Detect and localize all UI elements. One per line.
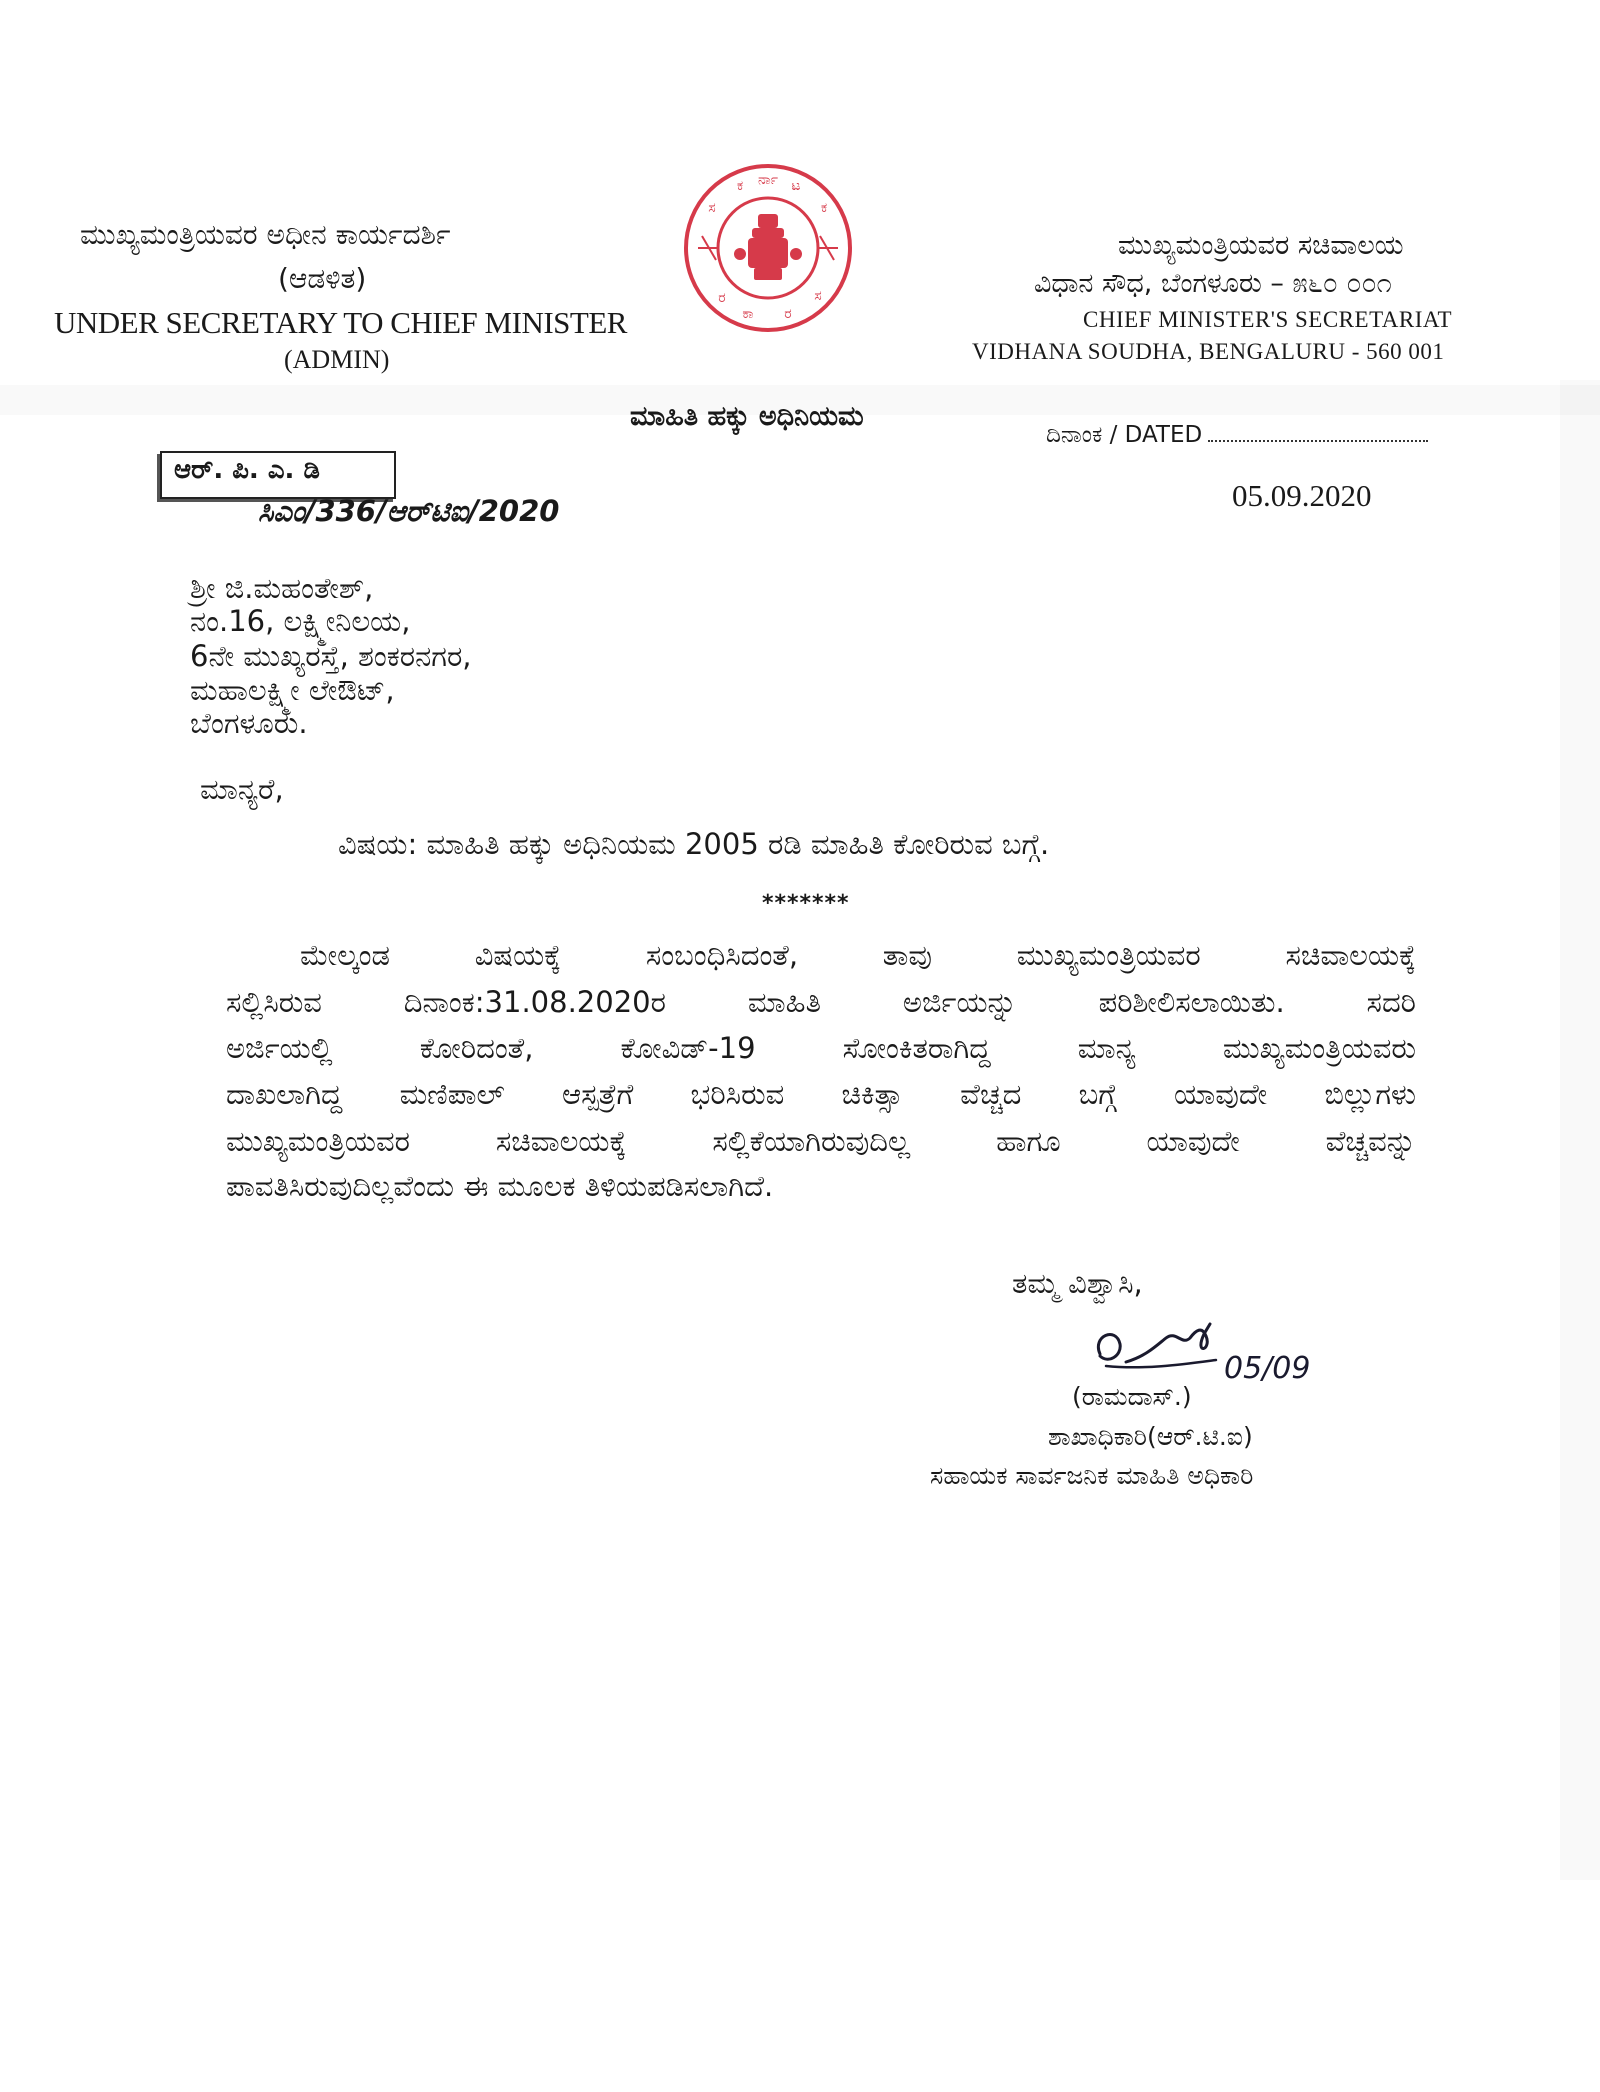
reference-number: ಸಿಎಂ/336/ಆರ್‌ಟಿಐ/2020	[258, 494, 560, 528]
letter-date: 05.09.2020	[1232, 478, 1372, 513]
header-left-english-admin: (ADMIN)	[284, 345, 390, 374]
body-line: ಮುಖ್ಯಮಂತ್ರಿಯವರ ಸಚಿವಾಲಯಕ್ಕೆ ಸಲ್ಲಿಕೆಯಾಗಿರುವುದಿಲ್ಲ ಹಾಗೂ ಯಾವುದೇ ವೆಚ್ಚವನ್ನು	[226, 1124, 1416, 1158]
signatory-designation: ಶಾಖಾಧಿಕಾರಿ(ಆರ್.ಟಿ.ಐ)	[1048, 1422, 1253, 1451]
signatory-designation-full: ಸಹಾಯಕ ಸಾರ್ವಜನಿಕ ಮಾಹಿತಿ ಅಧಿಕಾರಿ	[930, 1461, 1254, 1490]
dated-dotted-line	[1208, 422, 1428, 442]
svg-text:ಸ: ಸ	[708, 200, 716, 216]
address-line: ಬೆಂಗಳೂರು.	[190, 706, 308, 740]
header-left-kannada-admin: (ಆಡಳಿತ)	[278, 262, 367, 295]
body-line: ದಾಖಲಾಗಿದ್ದ ಮಣಿಪಾಲ್ ಆಸ್ಪತ್ರೆಗೆ ಭರಿಸಿರುವ ಚಿಕಿತ್ಸಾ ವೆಚ್ಚದ ಬಗ್ಗೆ ಯಾವುದೇ ಬಿಲ್ಲುಗಳು	[226, 1077, 1416, 1111]
header-right-kannada-address: ವಿಧಾನ ಸೌಧ, ಬೆಂಗಳೂರು – ೫೬೦ ೦೦೧	[1034, 268, 1392, 299]
svg-text:ಸ: ಸ	[814, 288, 822, 304]
scan-edge-shadow	[1560, 380, 1600, 1880]
dated-label: ದಿನಾಂಕ / DATED	[1046, 422, 1203, 448]
address-line: ಶ್ರೀ ಜಿ.ಮಹಂತೇಶ್,	[190, 571, 374, 605]
svg-text:ಕ: ಕ	[820, 200, 828, 216]
svg-text:ರ: ರ	[718, 290, 726, 306]
body-line: ಅರ್ಜಿಯಲ್ಲಿ ಕೋರಿದಂತೆ, ಕೋವಿಡ್-19 ಸೋಂಕಿತರಾಗಿದ್ದ ಮಾನ್ಯ ಮುಖ್ಯಮಂತ್ರಿಯವರು	[226, 1031, 1416, 1065]
subject-line: ವಿಷಯ: ಮಾಹಿತಿ ಹಕ್ಕು ಅಧಿನಿಯಮ 2005 ರಡಿ ಮಾಹಿತಿ ಕೋರಿರುವ ಬಗ್ಗೆ.	[338, 827, 1050, 861]
svg-text:ರ: ರ	[784, 306, 792, 322]
svg-text:ಕ: ಕ	[736, 178, 744, 194]
signatory-name: (ರಾಮದಾಸ್.)	[1072, 1382, 1192, 1411]
rpad-stamp: ಆರ್. ಪಿ. ಎ. ಡಿ	[174, 455, 320, 485]
dated-field	[1046, 422, 1428, 448]
svg-text:ಟ: ಟ	[791, 178, 801, 194]
address-line: ಮಹಾಲಕ್ಷ್ಮೀ ಲೇಔಟ್,	[190, 673, 395, 707]
signature-date: 05/09	[1224, 1351, 1311, 1386]
body-line: ಸಲ್ಲಿಸಿರುವ ದಿನಾಂಕ:31.08.2020ರ ಮಾಹಿತಿ ಅರ್ಜಿಯನ್ನು ಪರಿಶೀಲಿಸಲಾಯಿತು. ಸದರಿ	[226, 985, 1416, 1019]
header-right-english-address: VIDHANA SOUDHA, BENGALURU - 560 001	[972, 339, 1445, 364]
closing-phrase: ತಮ್ಮ ವಿಶ್ವಾಸಿ,	[1012, 1266, 1143, 1300]
header-right-english-title: CHIEF MINISTER'S SECRETARIAT	[1083, 307, 1452, 332]
body-line: ಪಾವತಿಸಿರುವುದಿಲ್ಲವೆಂದು ಈ ಮೂಲಕ ತಿಳಿಯಪಡಿಸಲಾಗಿದೆ.	[226, 1169, 774, 1203]
rti-act-title: ಮಾಹಿತಿ ಹಕ್ಕು ಅಧಿನಿಯಮ	[630, 401, 864, 432]
address-line: ನಂ.16, ಲಕ್ಷ್ಮೀನಿಲಯ,	[190, 604, 411, 638]
header-left-english-title: UNDER SECRETARY TO CHIEF MINISTER	[54, 305, 627, 340]
body-line: ಮೇಲ್ಕಂಡ ವಿಷಯಕ್ಕೆ ಸಂಬಂಧಿಸಿದಂತೆ, ತಾವು ಮುಖ್ಯಮಂತ್ರಿಯವರ ಸಚಿವಾಲಯಕ್ಕೆ	[300, 938, 1416, 972]
svg-text:ಕಾ: ಕಾ	[742, 306, 754, 322]
svg-text:ರ್ನಾ: ರ್ನಾ	[758, 172, 778, 188]
karnataka-government-seal	[682, 162, 854, 334]
header-left-kannada-title: ಮುಖ್ಯಮಂತ್ರಿಯವರ ಅಧೀನ ಕಾರ್ಯದರ್ಶಿ	[80, 218, 451, 251]
separator-stars: *******	[762, 891, 850, 916]
salutation: ಮಾನ್ಯರೆ,	[200, 772, 284, 806]
address-line: 6ನೇ ಮುಖ್ಯರಸ್ತೆ, ಶಂಕರನಗರ,	[190, 639, 472, 673]
header-right-kannada-title: ಮುಖ್ಯಮಂತ್ರಿಯವರ ಸಚಿವಾಲಯ	[1118, 230, 1404, 261]
